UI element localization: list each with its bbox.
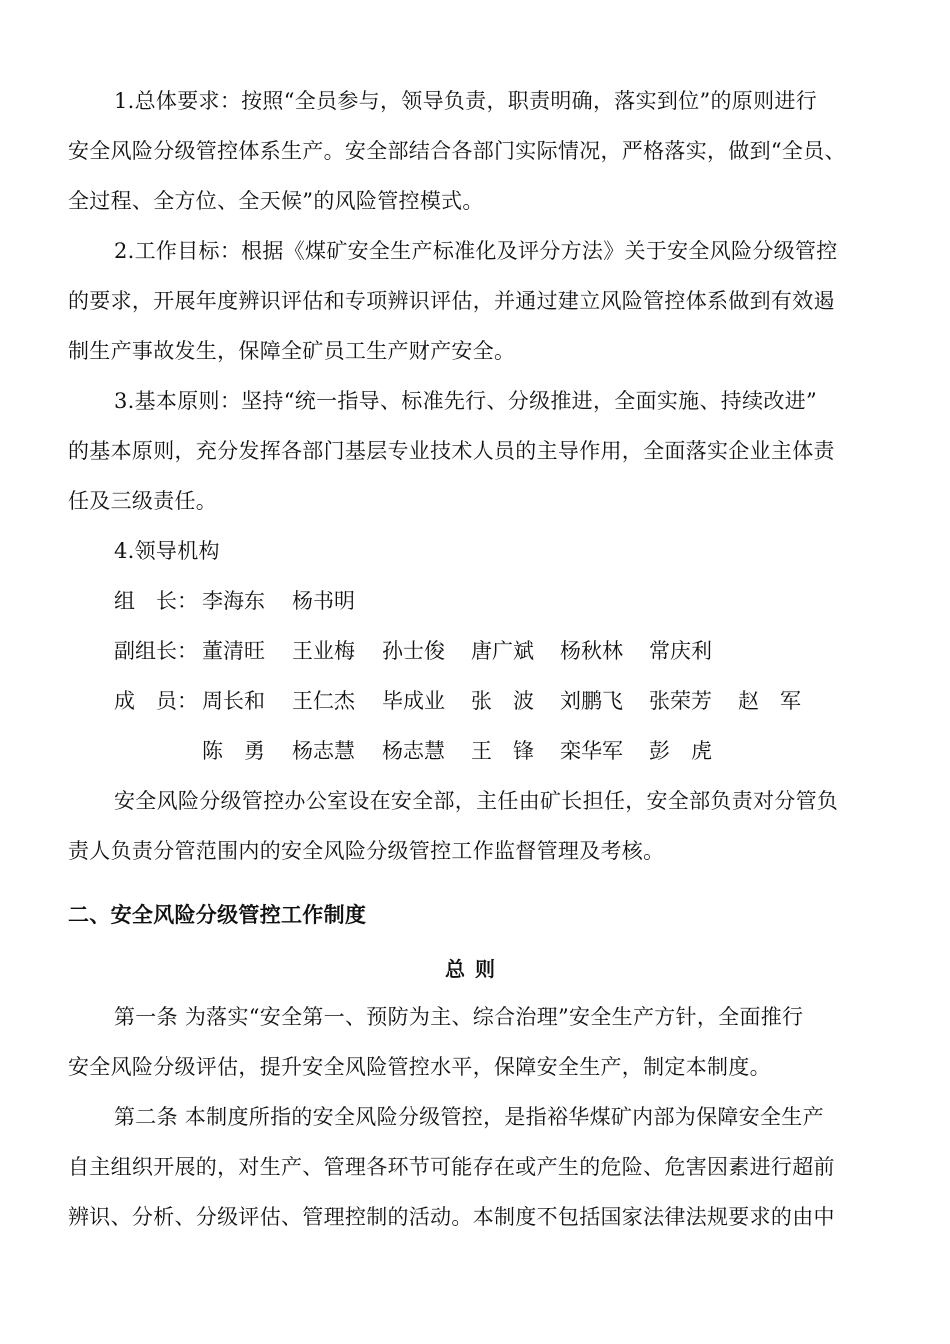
para-basic-principle-line1: 3.基本原则：坚持“统一指导、标准先行、分级推进，全面实施、持续改进”: [114, 389, 818, 413]
member-name: 杨志慧: [382, 739, 445, 763]
deputy-name: 唐广斌: [471, 639, 534, 663]
member-name: 毕成业: [382, 689, 445, 713]
leader-label: 组 长：: [114, 589, 198, 613]
member-name: 刘鹏飞: [560, 689, 623, 713]
para-basic-principle-line3: 任及三级责任。: [68, 489, 218, 513]
section-heading: 二、安全风险分级管控工作制度: [68, 903, 367, 927]
member-name: 赵 军: [738, 689, 801, 713]
member-name: 栾华军: [560, 739, 623, 763]
para-work-goal-line3: 制生产事故发生，保障全矿员工生产财产安全。: [68, 339, 516, 363]
para-general-requirement-line1: 1.总体要求：按照“全员参与，领导负责，职责明确，落实到位”的原则进行: [114, 89, 818, 113]
article-1-line2: 安全风险分级评估，提升安全风险管控水平，保障安全生产，制定本制度。: [68, 1055, 771, 1079]
leader-name: 李海东: [202, 589, 265, 613]
deputy-name: 杨秋林: [560, 639, 623, 663]
deputy-name: 董清旺: [202, 639, 265, 663]
member-name: 陈 勇: [202, 739, 265, 763]
member-name: 杨志慧: [292, 739, 355, 763]
leadership-org-title: 4.领导机构: [114, 539, 220, 563]
para-office-line1: 安全风险分级管控办公室设在安全部，主任由矿长担任，安全部负责对分管负: [114, 789, 839, 813]
deputy-name: 王业梅: [292, 639, 355, 663]
para-office-line2: 责人负责分管范围内的安全风险分级管控工作监督管理及考核。: [68, 839, 665, 863]
article-2-line3: 辨识、分析、分级评估、管理控制的活动。本制度不包括国家法律法规要求的由中: [68, 1205, 835, 1229]
deputy-row: [114, 636, 894, 666]
member-name: 张 波: [471, 689, 534, 713]
para-work-goal-line2: 的要求，开展年度辨识评估和专项辨识评估，并通过建立风险管控体系做到有效遏: [68, 289, 835, 313]
para-work-goal-line1: 2.工作目标：根据《煤矿安全生产标准化及评分方法》关于安全风险分级管控: [114, 239, 838, 263]
para-general-requirement-line3: 全过程、全方位、全天候”的风险管控模式。: [68, 189, 484, 213]
general-provisions-title: 总则: [445, 957, 505, 981]
leader-row: [114, 586, 894, 616]
article-2-line1: 第二条 本制度所指的安全风险分级管控，是指裕华煤矿内部为保障安全生产: [114, 1105, 824, 1129]
member-name: 王仁杰: [292, 689, 355, 713]
deputy-name: 常庆利: [649, 639, 712, 663]
member-name: 彭 虎: [649, 739, 712, 763]
members-label: 成 员：: [114, 689, 198, 713]
member-name: 张荣芳: [649, 689, 712, 713]
leader-name: 杨书明: [292, 589, 355, 613]
para-general-requirement-line2: 安全风险分级管控体系生产。安全部结合各部门实际情况，严格落实，做到“全员、: [68, 139, 846, 163]
para-basic-principle-line2: 的基本原则，充分发挥各部门基层专业技术人员的主导作用，全面落实企业主体责: [68, 439, 835, 463]
members-row-2: [202, 736, 894, 766]
member-name: 周长和: [202, 689, 265, 713]
members-row-1: [114, 686, 894, 716]
deputy-name: 孙士俊: [382, 639, 445, 663]
article-2-line2: 自主组织开展的，对生产、管理各环节可能存在或产生的危险、危害因素进行超前: [68, 1155, 835, 1179]
member-name: 王 锋: [471, 739, 534, 763]
article-1-line1: 第一条 为落实“安全第一、预防为主、综合治理”安全生产方针，全面推行: [114, 1005, 804, 1029]
deputy-label: 副组长：: [114, 639, 198, 663]
